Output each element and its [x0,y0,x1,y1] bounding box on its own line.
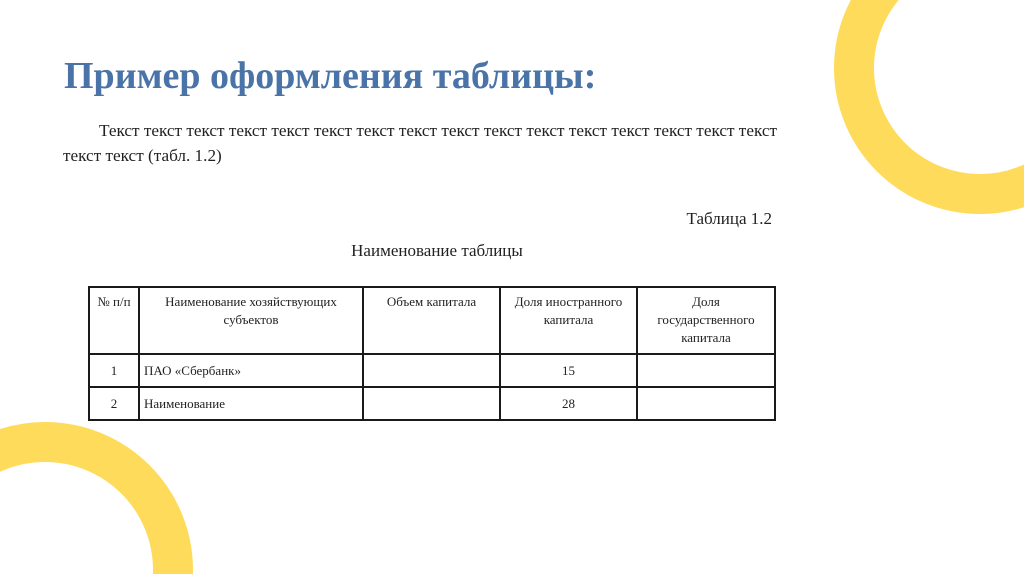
cell-foreign-share: 28 [500,387,637,420]
cell-number: 2 [89,387,139,420]
cell-capital [363,354,500,387]
header-cell-capital: Объем капитала [363,287,500,354]
header-cell-entity: Наименование хозяйствующих субъектов [139,287,363,354]
table-header-row [89,287,775,354]
header-cell-foreign-share: Доля иностранного капитала [500,287,637,354]
yellow-ring-bottom-left [0,442,173,574]
yellow-ring-top-right [854,0,1024,194]
table-number-label: Таблица 1.2 [686,209,772,228]
body-paragraph: Текст текст текст текст текст текст текст текст текст текст текст текст текст текст текст текст текст текст (табл. 1.2) [63,121,778,165]
table-row [89,354,775,387]
table-caption: Наименование таблицы [351,241,523,260]
data-table [88,286,776,421]
cell-state-share [637,354,775,387]
cell-number: 1 [89,354,139,387]
header-cell-number: № п/п [89,287,139,354]
cell-entity: ПАО «Сбербанк» [139,354,363,387]
table-row [89,387,775,420]
cell-entity: Наименование [139,387,363,420]
cell-capital [363,387,500,420]
cell-foreign-share: 15 [500,354,637,387]
slide-title: Пример оформления таблицы: [64,55,597,97]
header-cell-state-share: Доля государственного капитала [637,287,775,354]
cell-state-share [637,387,775,420]
